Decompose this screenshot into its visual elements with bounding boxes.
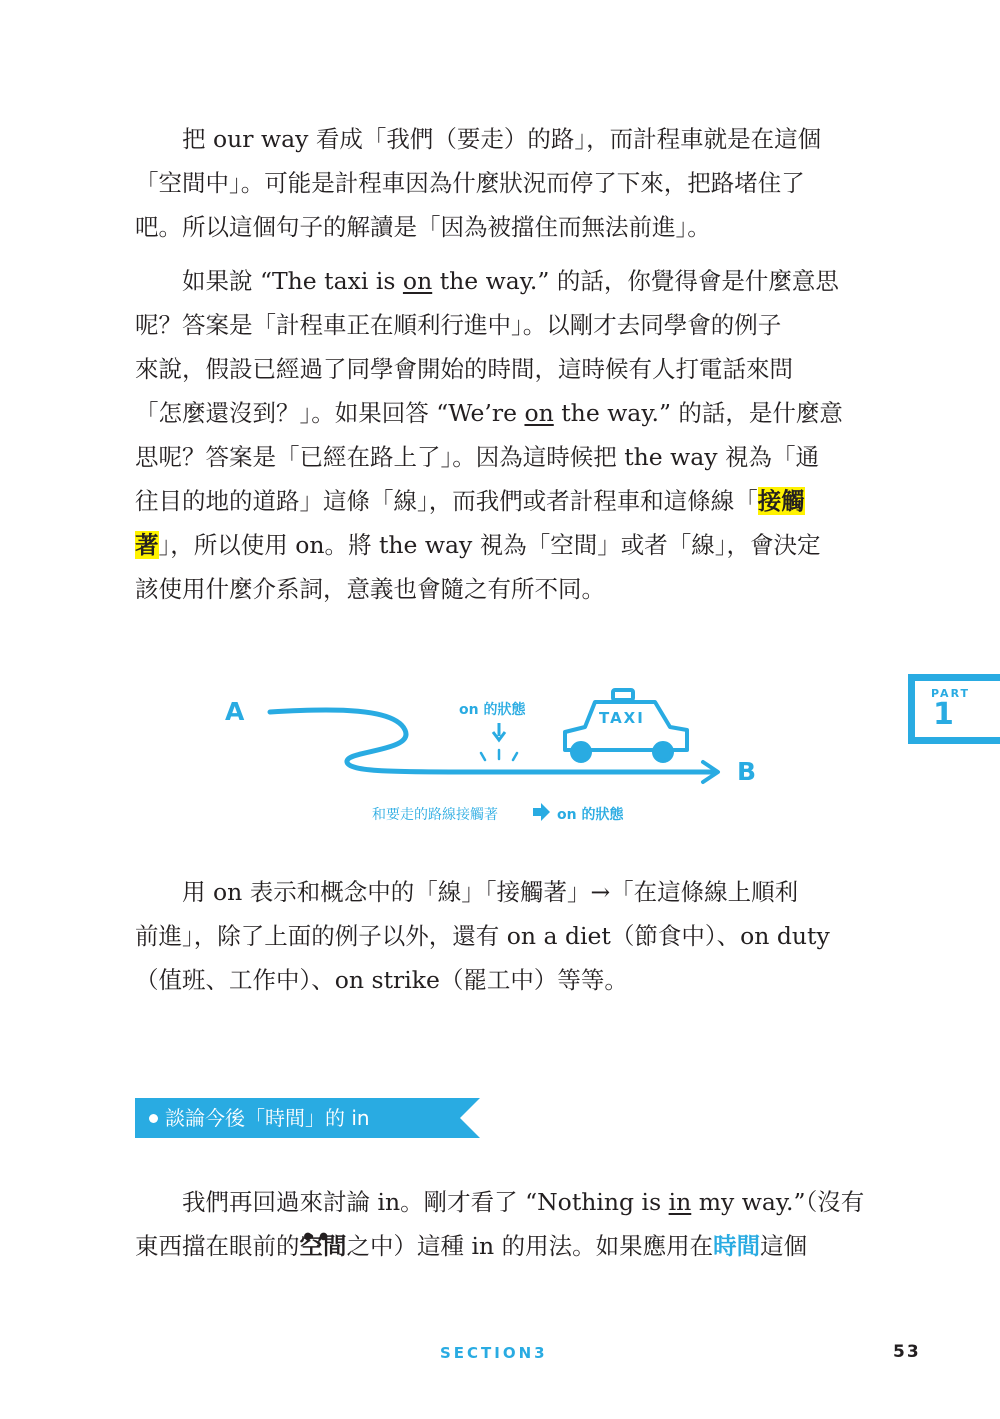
part-tab [908, 674, 1000, 744]
highlighted-term: 接觸 [757, 487, 805, 515]
text-line: 往目的地的道路」這條「線」，而我們或者計程車和這條線「接觸 [135, 487, 805, 515]
footer-section-label: SECTION3 [440, 1344, 548, 1362]
part-label: PART [931, 687, 971, 700]
text-line: 呢？答案是「計程車正在順利行進中」。以剛才去同學會的例子 [135, 311, 782, 339]
text-line: 思呢？答案是「已經在路上了」。因為這時候把 the way 視為「通 [135, 443, 820, 471]
text-line: 「怎麼還沒到？」。如果回答 “We’re on the way.” 的話，是什麼意 [135, 399, 843, 427]
on-state-label: on 的狀態 [459, 702, 526, 718]
point-a-label: A [225, 697, 245, 726]
text-line: 東西擋在眼前的● ● 空間之中）這種 in 的用法。如果應用在時間這個 [135, 1224, 865, 1268]
text-line: 來說，假設已經過了同學會開始的時間，這時候有人打電話來問 [135, 355, 793, 383]
text-line: 「空間中」。可能是計程車因為什麼狀況而停了下來，把路堵住了 [135, 169, 805, 197]
contact-marks [481, 750, 517, 760]
emphasized-term: ● ● 空間 [300, 1232, 347, 1260]
text-line: 前進」，除了上面的例子以外，還有 on a diet（節食中）、on duty [135, 922, 830, 950]
point-b-label: B [737, 757, 757, 786]
taxi-sign-text: TAXI [599, 709, 645, 727]
paragraph-3 [135, 870, 865, 1002]
section-heading-text: 談論今後「時間」的 in [165, 1106, 370, 1130]
section-heading [135, 1098, 480, 1138]
text-line: 把 our way 看成「我們（要走）的路」，而計程車就是在這個 [182, 125, 822, 153]
highlighted-term: 著 [135, 531, 159, 559]
page-number: 53 [893, 1342, 921, 1362]
bullet-icon [149, 1114, 158, 1123]
taxi-on-the-way-diagram [215, 680, 785, 830]
text-line: 著」，所以使用 on。將 the way 視為「空間」或者「線」，會決定 [135, 531, 821, 559]
underlined-in: in [668, 1188, 692, 1216]
text-line: （值班、工作中）、on strike（罷工中）等等。 [135, 966, 628, 994]
text-line: 我們再回過來討論 in。剛才看了 “Nothing is in my way.”（沒有 [182, 1188, 865, 1216]
down-arrow-icon [493, 723, 505, 740]
text-line: 吧。所以這個句子的解讀是「因為被擋住而無法前進」。 [135, 213, 711, 241]
paragraph-2 [135, 259, 865, 611]
caption-arrow-icon [533, 803, 550, 821]
blue-term: 時間 [713, 1232, 761, 1260]
part-number: 1 [933, 697, 954, 732]
paragraph-1 [135, 117, 865, 249]
diagram-caption-left: 和要走的路線接觸著 [372, 807, 498, 823]
underlined-on: on [402, 267, 433, 295]
text-line: 用 on 表示和概念中的「線」「接觸著」→「在這條線上順利 [182, 878, 799, 906]
underlined-on: on [524, 399, 554, 427]
diagram-caption-right: on 的狀態 [557, 807, 624, 823]
paragraph-4 [135, 1180, 865, 1268]
text-line: 該使用什麼介系詞，意義也會隨之有所不同。 [135, 575, 605, 603]
text-line: 如果說 “The taxi is on the way.” 的話，你覺得會是什麼意思 [182, 267, 839, 295]
